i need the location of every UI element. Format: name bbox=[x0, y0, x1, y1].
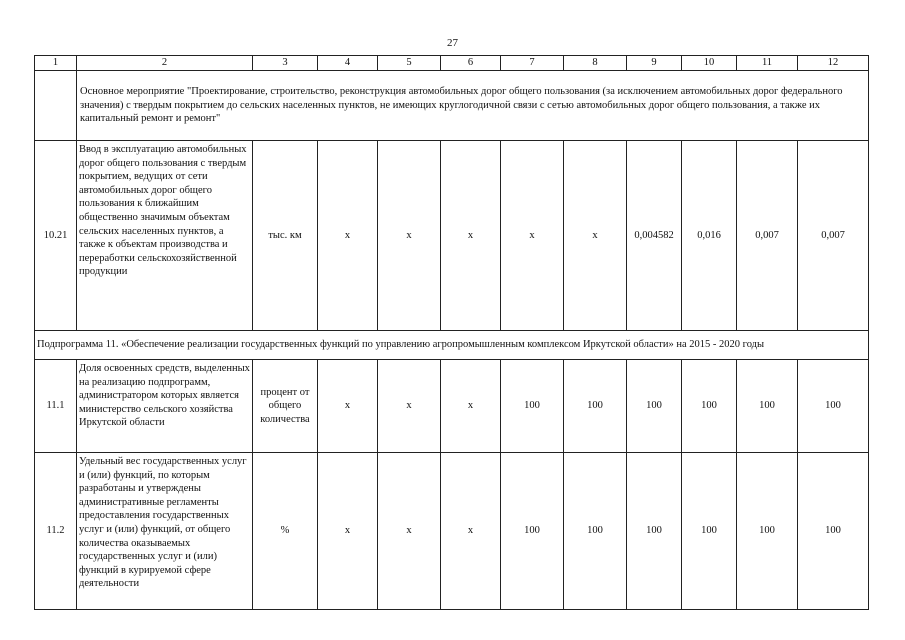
value-cell: 100 bbox=[564, 453, 627, 610]
value-cell: 0,007 bbox=[798, 141, 869, 331]
table-row bbox=[35, 360, 869, 453]
value-cell: x bbox=[441, 453, 501, 610]
value-cell: 100 bbox=[737, 453, 798, 610]
value-cell: 100 bbox=[798, 360, 869, 453]
column-header: 2 bbox=[77, 56, 253, 71]
value-cell: x bbox=[441, 141, 501, 331]
value-cell: 100 bbox=[501, 453, 564, 610]
column-header: 3 bbox=[253, 56, 318, 71]
value-cell: 100 bbox=[682, 453, 737, 610]
indicators-table bbox=[34, 55, 869, 610]
indicator-name: Доля освоенных средств, выделенных на реализацию подпрограмм, администратором которых является министерство сельского хозяйства Иркутской области bbox=[77, 360, 253, 453]
value-cell: 0,016 bbox=[682, 141, 737, 331]
value-cell: x bbox=[318, 453, 378, 610]
table-row bbox=[35, 453, 869, 610]
main-event-row bbox=[35, 71, 869, 141]
column-header: 1 bbox=[35, 56, 77, 71]
indicator-name: Удельный вес государственных услуг и (или) функций, по которым разработаны и утверждены административные регламенты предоставления государственных услуг и (или) функций, от общего количества оказываемых государственных услуг и (или) функций в курируемой сфере деятельности bbox=[77, 453, 253, 610]
column-header: 11 bbox=[737, 56, 798, 71]
value-cell: 100 bbox=[501, 360, 564, 453]
value-cell: 100 bbox=[564, 360, 627, 453]
value-cell: x bbox=[378, 360, 441, 453]
main-event-title: Основное мероприятие "Проектирование, строительство, реконструкция автомобильных дорог общего пользования (за исключением автомобильных дорог федерального значения) с твердым покрытием до сельских населенных пунктов, не имеющих круглогодичной связи с сетью автомобильных дорог общего пользования, а также их капитальный ремонт и ремонт" bbox=[77, 71, 869, 141]
column-header: 7 bbox=[501, 56, 564, 71]
value-cell: 100 bbox=[627, 453, 682, 610]
value-cell: x bbox=[501, 141, 564, 331]
subprogram-row bbox=[35, 331, 869, 360]
row-number: 11.2 bbox=[35, 453, 77, 610]
value-cell: 0,007 bbox=[737, 141, 798, 331]
value-cell: 100 bbox=[798, 453, 869, 610]
column-header: 4 bbox=[318, 56, 378, 71]
row-number: 10.21 bbox=[35, 141, 77, 331]
value-cell: x bbox=[378, 453, 441, 610]
column-header: 5 bbox=[378, 56, 441, 71]
value-cell: x bbox=[441, 360, 501, 453]
column-header: 6 bbox=[441, 56, 501, 71]
value-cell: x bbox=[318, 141, 378, 331]
column-header: 9 bbox=[627, 56, 682, 71]
table-header-row bbox=[35, 56, 869, 71]
value-cell: x bbox=[318, 360, 378, 453]
subprogram-title: Подпрограмма 11. «Обеспечение реализации государственных функций по управлению агропромышленным комплексом Иркутской области» на 2015 - 2020 годы bbox=[35, 331, 869, 360]
row-number: 11.1 bbox=[35, 360, 77, 453]
column-header: 12 bbox=[798, 56, 869, 71]
unit-cell: процент от общего количества bbox=[253, 360, 318, 453]
value-cell: 100 bbox=[627, 360, 682, 453]
unit-cell: тыс. км bbox=[253, 141, 318, 331]
value-cell: x bbox=[564, 141, 627, 331]
value-cell: 100 bbox=[737, 360, 798, 453]
value-cell: x bbox=[378, 141, 441, 331]
table-cell bbox=[35, 71, 77, 141]
unit-cell: % bbox=[253, 453, 318, 610]
column-header: 10 bbox=[682, 56, 737, 71]
value-cell: 0,004582 bbox=[627, 141, 682, 331]
page-number: 27 bbox=[447, 37, 458, 49]
value-cell: 100 bbox=[682, 360, 737, 453]
table-row bbox=[35, 141, 869, 331]
indicator-name: Ввод в эксплуатацию автомобильных дорог общего пользования с твердым покрытием, ведущих от сети автомобильных дорог общего пользования к ближайшим общественно значимым объектам сельских населенных пунктов, а также к объектам производства и переработки сельскохозяйственной продукции bbox=[77, 141, 253, 331]
column-header: 8 bbox=[564, 56, 627, 71]
